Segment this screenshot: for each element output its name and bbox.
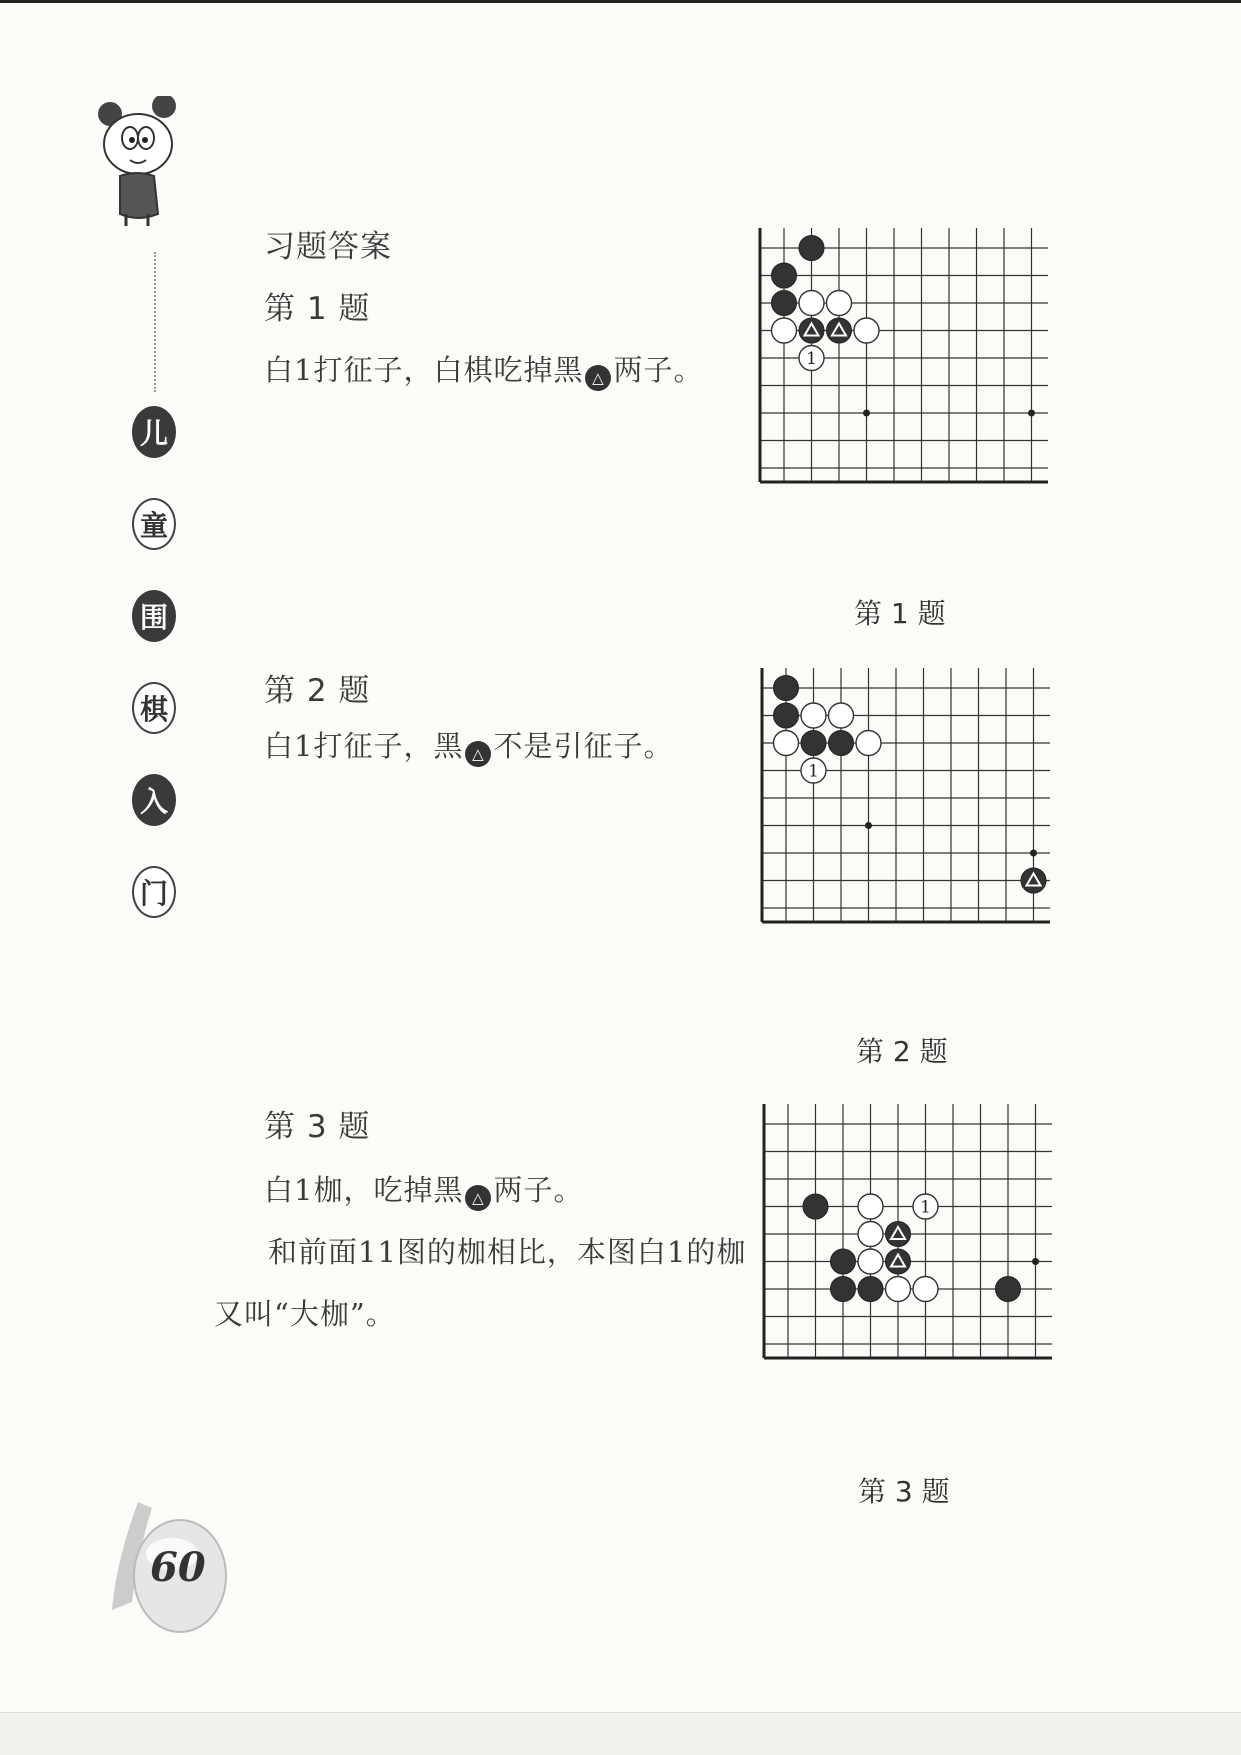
white-stone [801, 703, 826, 728]
mascot-illustration [96, 96, 196, 256]
move-number-label: 1 [808, 761, 819, 782]
star-point [865, 822, 872, 829]
problem3-line1-after: 两子。 [493, 1173, 584, 1207]
sidebar-char-6: 门 [132, 866, 176, 918]
black-stone [772, 291, 797, 316]
problem2-answer [264, 728, 673, 767]
move-number-label: 1 [920, 1197, 931, 1218]
move-number-label: 1 [806, 349, 817, 369]
white-stone [913, 1277, 938, 1302]
black-stone [831, 1249, 856, 1274]
problem2-heading: 第 2 题 [264, 673, 371, 709]
white-stone [799, 291, 824, 316]
board3-caption: 第 3 题 [858, 1475, 950, 1508]
sidebar-char-5: 入 [132, 774, 176, 826]
white-stone [858, 1249, 883, 1274]
problem2-text-before: 白1打征子，黑 [264, 729, 464, 763]
black-stone [774, 703, 799, 728]
black-stone [858, 1277, 883, 1302]
board1-caption: 第 1 题 [854, 597, 946, 630]
sidebar-title [132, 406, 182, 958]
problem1-text-before: 白1打征子，白棋吃掉黑 [264, 353, 584, 387]
sidebar-char-2: 童 [132, 498, 176, 550]
black-stone [831, 1277, 856, 1302]
problem1-answer [264, 352, 703, 391]
triangle-black-stone-icon: △ [585, 365, 611, 391]
board2-caption: 第 2 题 [856, 1035, 948, 1068]
star-point [863, 410, 870, 417]
sidebar-char-3: 围 [132, 590, 176, 642]
white-stone [858, 1222, 883, 1247]
triangle-black-stone-icon: △ [465, 741, 491, 767]
section-title: 习题答案 [264, 229, 392, 265]
go-board-2 [758, 666, 1052, 1006]
page-bottom-band [0, 1712, 1241, 1755]
problem3-line2: 和前面11图的枷相比，本图白1的枷 [268, 1235, 747, 1269]
dotted-divider [154, 252, 156, 392]
page-number: 60 [150, 1544, 206, 1591]
white-stone [856, 731, 881, 756]
white-stone [858, 1194, 883, 1219]
white-stone [829, 703, 854, 728]
go-board-1 [756, 226, 1050, 566]
black-stone [774, 676, 799, 701]
white-stone [827, 291, 852, 316]
white-stone [774, 731, 799, 756]
problem3-line1 [264, 1172, 583, 1211]
black-stone [829, 731, 854, 756]
problem1-text-after: 两子。 [613, 353, 704, 387]
problem3-line3: 又叫“大枷”。 [214, 1297, 396, 1331]
black-stone [799, 236, 824, 261]
white-stone [854, 318, 879, 343]
sidebar-char-4: 棋 [132, 682, 176, 734]
star-point [1028, 410, 1035, 417]
white-stone [886, 1277, 911, 1302]
star-point [1032, 1258, 1039, 1265]
problem1-heading: 第 1 题 [264, 291, 371, 327]
top-border [0, 0, 1241, 3]
problem3-heading: 第 3 题 [264, 1109, 371, 1145]
triangle-black-stone-icon: △ [465, 1185, 491, 1211]
black-stone [996, 1277, 1021, 1302]
star-point [1030, 850, 1037, 857]
sidebar-char-1: 儿 [132, 406, 176, 458]
white-stone [772, 318, 797, 343]
problem2-text-after: 不是引征子。 [493, 729, 674, 763]
go-board-3 [760, 1102, 1054, 1444]
black-stone [801, 731, 826, 756]
black-stone [803, 1194, 828, 1219]
problem3-line1-before: 白1枷，吃掉黑 [264, 1173, 464, 1207]
black-stone [772, 263, 797, 288]
